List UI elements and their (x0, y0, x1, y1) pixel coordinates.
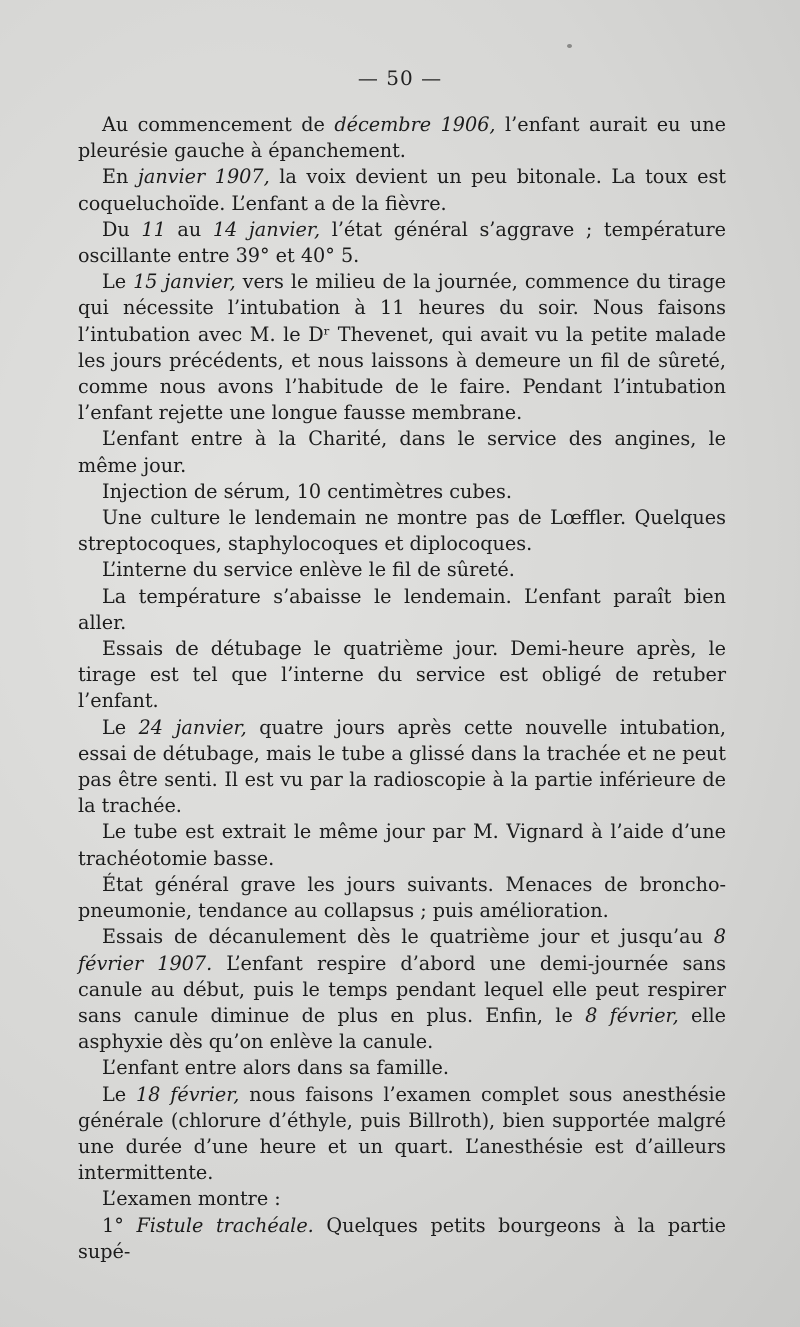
paragraph (78, 479, 726, 505)
paragraph (78, 426, 726, 478)
italic-run: décembre 1906, (334, 113, 496, 136)
text-run: L’examen montre : (102, 1187, 281, 1211)
paragraph (78, 217, 726, 269)
body-text (78, 112, 726, 1265)
text-run: la voix devient un peu bitonale. La toux est coqueluchoïde. L’enfant a de la fièvre. (78, 165, 727, 215)
paragraph (78, 1213, 726, 1265)
paragraph (78, 505, 726, 557)
text-run: Essais de détubage le quatrième jour. Demi-heure après, le tirage est tel que l’interne du service est obligé de retuber l’enfant. (78, 637, 726, 713)
text-run: au (165, 217, 213, 241)
text-run: Le (102, 1082, 136, 1106)
text-run: Injection de sérum, 10 centimètres cubes. (102, 479, 512, 503)
paragraph (78, 636, 726, 715)
text-run: Une culture le lendemain ne montre pas de Lœffler. Quelques streptocoques, staphylocoques et diplocoques. (78, 506, 726, 556)
paragraph (78, 819, 726, 871)
paragraph (78, 112, 726, 164)
italic-run: janvier 1907, (137, 165, 270, 189)
paragraph (78, 584, 726, 636)
italic-run: 8 février, (585, 1003, 679, 1027)
ink-speck (567, 44, 572, 48)
text-run: elle asphyxie dès qu’on enlève la canule. (78, 1003, 726, 1054)
paragraph (78, 1082, 726, 1187)
text-run: L’enfant entre à la Charité, dans le service des angines, le même jour. (78, 427, 726, 477)
text-run: État général grave les jours suivants. Menaces de broncho-pneumonie, tendance au collapsus ; puis amélioration. (78, 872, 726, 923)
text-run: Du (102, 217, 142, 241)
text-run: quatre jours après cette nouvelle intubation, essai de détubage, mais le tube a glissé dans la trachée et ne peut pas être senti. Il est vu par la radioscopie à la partie inférieure de la trachée. (78, 715, 726, 818)
text-run: L’enfant entre alors dans sa famille. (102, 1056, 449, 1080)
paragraph (78, 924, 726, 1055)
paragraph (78, 269, 726, 426)
text-run: l’état général s’aggrave ; température oscillante entre 39° et 40° 5. (78, 217, 727, 268)
text-run: Au commencement de (102, 113, 335, 136)
text-run: Essais de décanulement dès le quatrième jour et jusqu’au (102, 925, 714, 949)
text-run: Le tube est extrait le même jour par M. Vignard à l’aide d’une trachéotomie basse. (78, 820, 726, 870)
text-run: La température s’abaisse le lendemain. L’enfant paraît bien aller. (78, 584, 726, 634)
text-run: Le (102, 270, 134, 294)
text-run: En (102, 165, 138, 189)
paragraph (78, 715, 726, 820)
paragraph (78, 1186, 726, 1212)
text-run: Quelques petits bourgeons à la partie supé- (78, 1213, 726, 1263)
text-run: L’enfant respire d’abord une demi-journée sans canule au début, puis le temps pendant lequel elle peut respirer sans canule diminue de plus en plus. Enfin, le (78, 951, 726, 1027)
italic-run: 14 janvier, (212, 217, 321, 241)
paragraph (78, 1055, 726, 1081)
italic-run: 15 janvier, (133, 270, 236, 294)
text-run: Le (102, 715, 139, 739)
italic-run: 11 (141, 217, 166, 241)
italic-run: Fistule trachéale. (136, 1213, 314, 1237)
page-number: — 50 — (357, 66, 443, 90)
text-run: l’enfant aurait eu une pleurésie gauche à épanchement. (78, 113, 726, 163)
italic-run: 24 janvier, (138, 715, 247, 739)
text-run: vers le milieu de la journée, commence du tirage qui nécessite l’intubation à 11 heures du soir. Nous faisons l’intubation avec M. le Dʳ Thevenet, qui avait vu la petite malade les jours précédents, et nous laissons à demeure un fil de sûreté, comme nous avons l’habitude de le faire. Pendant l’intubation l’enfant rejette une longue fausse membrane. (78, 270, 726, 425)
text-run: 1° (102, 1213, 137, 1237)
paragraph (78, 557, 726, 583)
text-run: L’interne du service enlève le fil de sûreté. (102, 558, 515, 582)
paragraph (78, 164, 726, 216)
paragraph (78, 872, 726, 924)
text-run: nous faisons l’examen complet sous anesthésie générale (chlorure d’éthyle, puis Billroth), bien supportée malgré une durée d’une heure et un quart. L’anesthésie est d’ailleurs intermittente. (78, 1082, 727, 1185)
italic-run: 18 février, (135, 1082, 240, 1106)
italic-run: 8 février 1907. (78, 925, 726, 975)
